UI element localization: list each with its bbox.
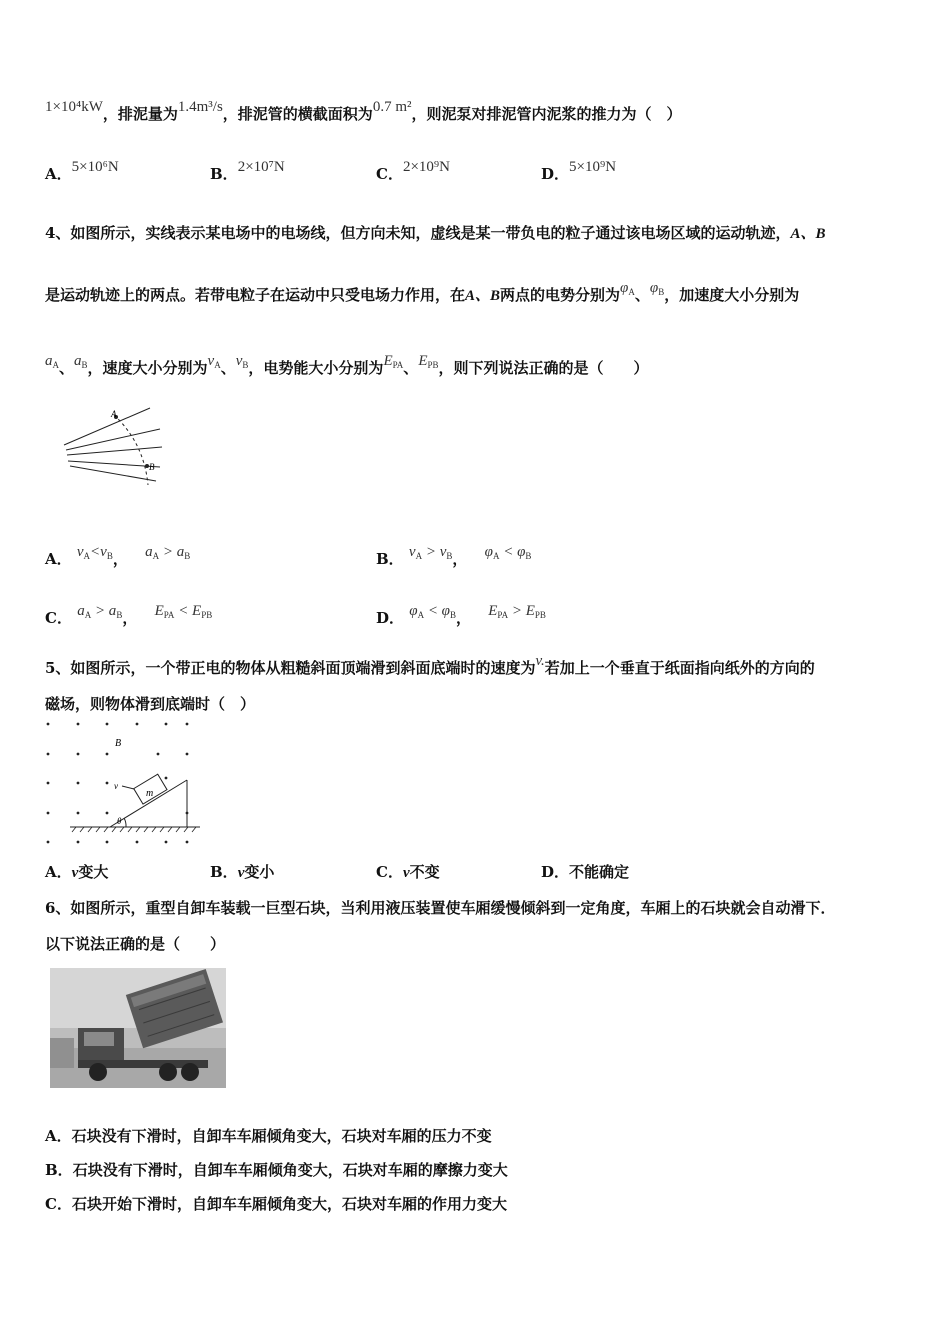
ground-hatching [72,827,196,832]
q3-option-c[interactable]: C．2×10⁹N [376,159,450,183]
q5-option-d[interactable]: D．不能确定 [541,863,630,881]
q4b-expr-1: $v_A > v_B$ [408,544,453,561]
q6-option-c[interactable]: C．石块开始下滑时，自卸车车厢倾角变大，石块对车厢的作用力变大 [45,1195,507,1213]
a-b: $a_B$ [74,353,88,370]
q3-option-d-value: 5×10⁹N [569,159,617,175]
incline-magnetic-figure [40,716,210,851]
q4-option-c[interactable]: C． $a_A > a_B$， $E_{PA} < E_{PB}$ [45,603,213,627]
label-m: m [146,788,154,799]
q3-stem-line [45,99,682,124]
area-value: 0.7 m² [372,99,412,115]
q4a-expr-1: $v_A<v_B$ [76,544,113,561]
q4b-expr-2: $\varphi_A < \varphi_B$ [484,544,532,561]
q4-stem-line-3: $a_A$、$a_B$，速度大小分别为$v_A$、$v_B$，电势能大小分别为$E_{PA}$、$E_{PB}$，则下列说法正确的是（ ） [45,353,649,377]
q3-option-b-value: 2×10⁷N [237,159,285,175]
q3-option-d[interactable]: D．5×10⁹N [541,159,617,183]
label-b-field: B [115,738,122,749]
q6-stem-line-2: 以下说法正确的是（ ） [45,935,226,953]
field-line-1 [64,408,150,445]
q6-stem-line-1: 6、如图所示，重型自卸车装载一巨型石块，当利用液压装置使车厢缓慢倾斜到一定角度，车厢上的石块就会自动滑下． [45,899,836,917]
q4d-expr-1: $\varphi_A < \varphi_B$ [409,603,456,620]
q3-option-a-value: 5×10⁶N [71,159,119,175]
v-a: $v_A$ [207,353,221,370]
q6-option-b[interactable]: B．石块没有下滑时，自卸车车厢倾角变大，石块对车厢的摩擦力变大 [45,1161,508,1179]
velocity-arrow [122,786,134,789]
angle-arc [124,818,126,827]
q5-option-a[interactable]: A．v变大 [45,863,109,881]
phi-a: $\varphi_A$ [620,280,635,297]
power-value: 1×10⁴kW [45,99,103,115]
q4-stem-line-1: 4、如图所示，实线表示某电场中的电场线，但方向未知，虚线是某一带负电的粒子通过该电场区域的运动轨迹，A、B [45,224,826,242]
q4c-expr-1: $a_A > a_B$ [77,603,123,620]
q3-option-c-value: 2×10⁹N [402,159,450,175]
q4-option-d[interactable]: D． $\varphi_A < \varphi_B$， $E_{PA} > E_{PB}$ [376,603,546,627]
q5-option-c[interactable]: C．v不变 [376,863,440,881]
q4d-expr-2: $E_{PA} > E_{PB}$ [488,603,546,620]
truck-wheel-rear-1 [159,1063,177,1081]
q3-option-b[interactable]: B．2×10⁷N [210,159,285,183]
electric-field-figure [58,403,168,488]
truck-wheel-rear-2 [181,1063,199,1081]
q3-text-1: ，排泥量为 [102,105,178,123]
q4-option-b[interactable]: B． $v_A > v_B$， $\varphi_A < \varphi_B$ [376,544,532,568]
q5-option-b[interactable]: B．v变小 [210,863,275,881]
field-line-2 [66,429,160,450]
a-a: $a_A$ [45,353,59,370]
v-b: $v_B$ [235,353,249,370]
q4-stem-line-2: 是运动轨迹上的两点。若带电粒子在运动中只受电场力作用，在A、B两点的电势分别为$\varphi_A$、$\varphi_B$，加速度大小分别为 [45,280,800,304]
q6-option-a[interactable]: A．石块没有下滑时，自卸车车厢倾角变大，石块对车厢的压力不变 [45,1127,492,1145]
q4-option-a[interactable]: A． $v_A<v_B$， $a_A > a_B$ [45,544,191,568]
q5-stem-line-1: 5、如图所示，一个带正电的物体从粗糙斜面顶端滑到斜面底端时的速度为v.若加上一个垂直于纸面指向纸外的方向的 [45,653,815,677]
label-a: A [111,409,117,419]
q4a-expr-2: $a_A > a_B$ [145,544,191,561]
field-line-3 [67,447,162,455]
truck-windshield [84,1032,114,1046]
label-v: v [114,781,118,791]
phi-b: $\varphi_B$ [649,280,665,297]
q3-text-2: ，排泥管的横截面积为 [222,105,373,123]
e-pb: $E_{PB}$ [418,353,439,370]
q4c-expr-2: $E_{PA} < E_{PB}$ [154,603,213,620]
q3-text-3: ，则泥泵对排泥管内泥浆的推力为（ ） [411,105,682,123]
q3-option-a[interactable]: A．5×10⁶N [45,159,119,183]
e-pa: $E_{PA}$ [383,353,404,370]
truck-wheel-front [89,1063,107,1081]
dump-truck-photo [50,968,226,1088]
label-b: B [149,462,155,472]
label-theta: θ [117,816,122,826]
field-line-5 [70,466,156,481]
flow-value: 1.4m³/s [177,99,223,115]
q5-stem-line-2: 磁场，则物体滑到底端时（ ） [45,695,256,713]
